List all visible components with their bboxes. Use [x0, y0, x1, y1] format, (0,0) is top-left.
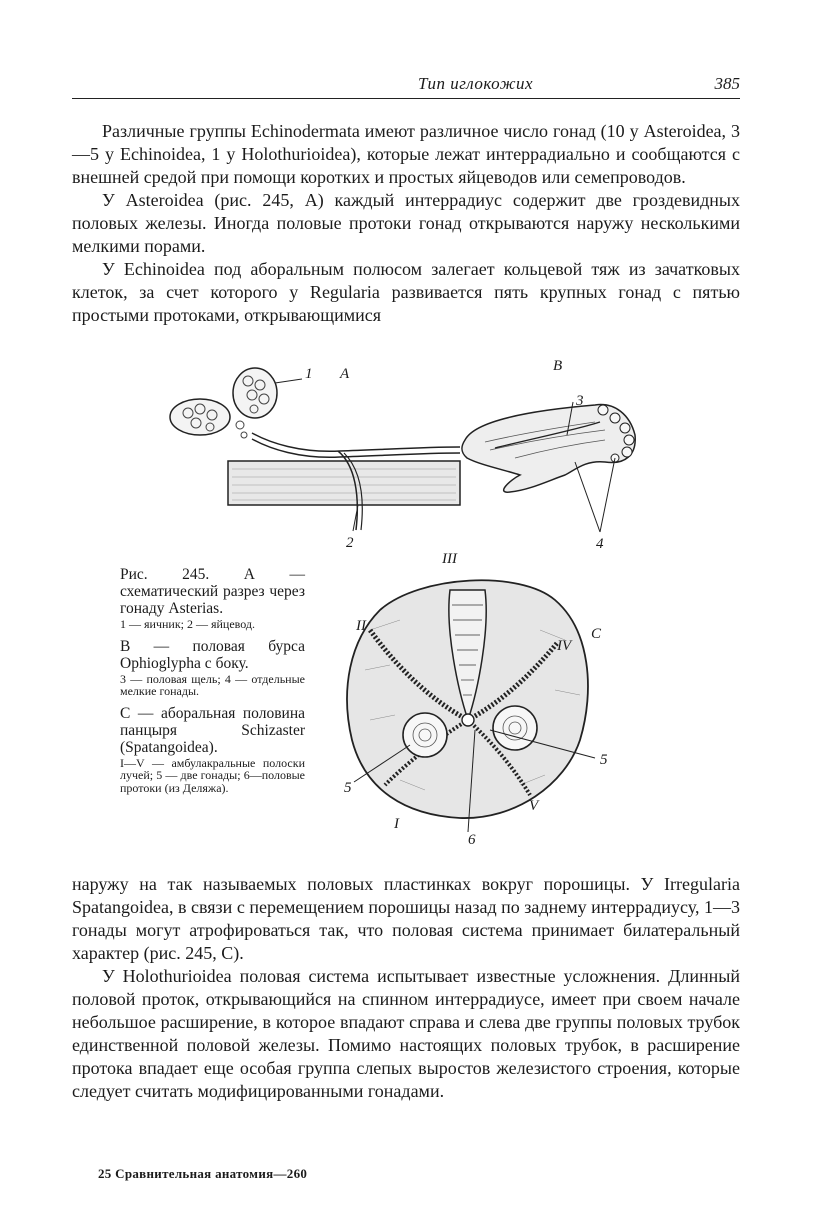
label-ray-III: III [442, 551, 457, 567]
caption-c: С — аборальная половина панцыря Schizaster (Spatangoidea). [120, 704, 305, 756]
ovary-lobe [233, 368, 277, 418]
caption-c-legend: I—V — амбулакральные полоски лучей; 5 — две гонады; 6—половые протоки (из Деляжа). [120, 755, 305, 795]
label-1: 1 [305, 366, 313, 382]
paragraph: У Asteroidea (рис. 245, А) каждый интеррадиус содержит две гроздевидных половых железы. Иногда половые протоки гонад открываются наружу несколькими мелкими порами. [72, 190, 740, 256]
figure-b-genital-bursa [455, 380, 655, 520]
gonad-left [403, 713, 447, 757]
label-2: 2 [346, 535, 354, 551]
paragraph: наружу на так называемых половых пластинках вокруг порошицы. У Irregularia Spatangoidea, в связи с перемещением порошицы назад по заднему интеррадиусу, 1—3 гонады могут атрофироваться так, что половая система принимает билатеральный характер (рис. 245, С). [72, 874, 740, 963]
text-block-top [72, 120, 740, 327]
label-ray-V: V [529, 798, 539, 814]
figure-c-schizaster-test [340, 570, 600, 830]
running-head [72, 72, 740, 99]
figure-caption [120, 566, 305, 794]
caption-b: В — половая бурса Ophioglypha с боку. [120, 637, 305, 672]
leader-line-4a [575, 462, 600, 532]
paragraph: У Echinoidea под аборальным полюсом залегает кольцевой тяж из зачатковых клеток, за счет которого у Regularia развивается пять крупных гонад с пятью простыми протоками, открывающимися [72, 259, 740, 325]
text-block-bottom [72, 873, 740, 1103]
label-ray-IV: IV [557, 638, 572, 654]
caption-a-legend: 1 — яичник; 2 — яйцевод. [120, 617, 256, 631]
label-6: 6 [468, 832, 476, 848]
figure-label-a: А [340, 366, 350, 382]
label-5-left: 5 [344, 780, 352, 796]
apical-system [462, 714, 474, 726]
running-head-title: Тип иглокожих [418, 74, 534, 93]
paragraph: У Holothurioidea половая система испытывает известные усложнения. Длинный половой проток, открывающийся на спинном интеррадиусе, имеет при своем начале небольшое расширение, в которое впадают справа и слева две группы половых трубок единственной половой железы. Помимо настоящих половых трубок, в расширение протока впадает еще особая группа слепых выростов железистого строения, которые следует считать модифицированными гонадами. [72, 966, 740, 1101]
label-4: 4 [596, 536, 604, 552]
paragraph: Различные группы Echinodermata имеют различное число гонад (10 у Asteroidea, 3—5 у Echinoidea, 1 у Holothurioidea), которые лежат интеррадиально и сообщаются с внешней средой при помощи коротких и простых яйцеводов или семепроводов. [72, 121, 740, 187]
figure-a-gonad-section [160, 355, 460, 555]
leader-line-4b [600, 458, 615, 532]
leader-line-1 [275, 379, 302, 383]
caption-a: Рис. 245. А — схематический разрез через гонаду Asterias. [120, 566, 305, 617]
signature-footer: 25 Сравнительная анатомия—260 [98, 1166, 308, 1181]
label-ray-I: I [394, 816, 399, 832]
body-wall [228, 461, 460, 505]
label-ray-II: II [356, 618, 366, 634]
label-3: 3 [576, 393, 584, 409]
figure-label-b: В [553, 358, 563, 374]
figure-label-c: С [591, 626, 602, 642]
label-5-right: 5 [600, 752, 608, 768]
page-number: 385 [714, 74, 740, 93]
oviduct-upper [252, 433, 460, 451]
gonad-right [493, 706, 537, 750]
bursa-body [462, 405, 635, 493]
caption-b-legend: 3 — половая щель; 4 — отдельные мелкие гонады. [120, 671, 305, 698]
